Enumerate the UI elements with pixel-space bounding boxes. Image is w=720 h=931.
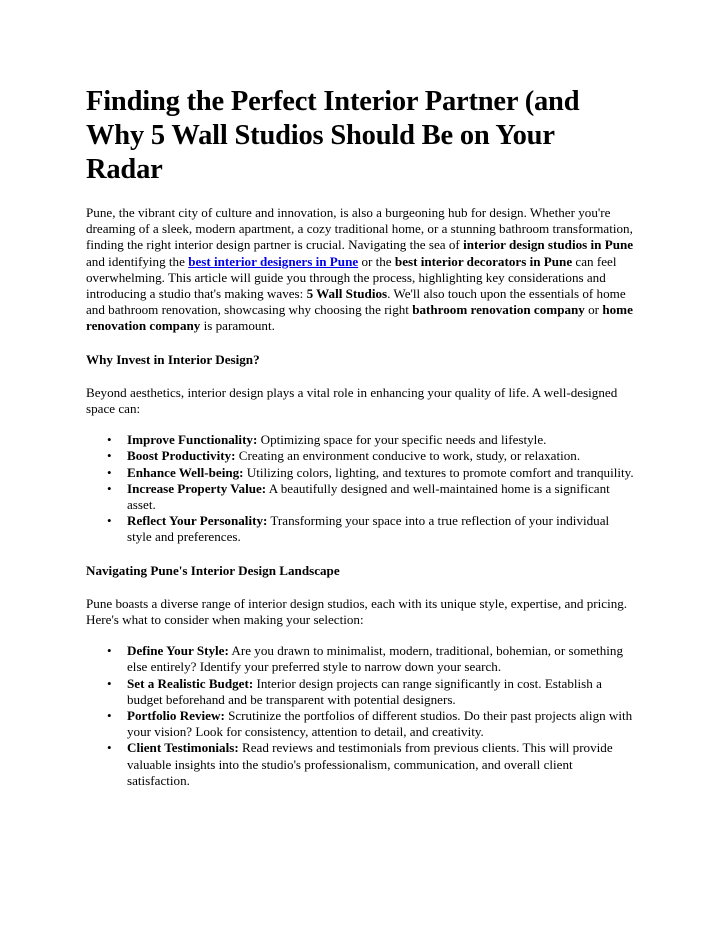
list-item <box>107 513 634 545</box>
list-item <box>107 643 634 675</box>
list-item-text: Read reviews and testimonials from previous clients. This will provide valuable insights into the studio's professionalism, communication, and overall client satisfaction. <box>127 740 613 788</box>
list-item-text: Are you drawn to minimalist, modern, traditional, bohemian, or something else entirely? Identify your preferred style to narrow down your search. <box>127 643 624 675</box>
intro-text-4: can feel overwhelming. This article will guide you through the process, highlighting key considerations and introducing a studio that's making waves: <box>86 253 617 302</box>
intro-text-3: or the <box>358 253 395 269</box>
intro-text-2: and identifying the <box>86 253 189 269</box>
list-item-label: Portfolio Review: <box>127 708 225 724</box>
bullet-icon: • <box>107 432 112 448</box>
section-heading-why-invest: Why Invest in Interior Design? <box>86 351 260 367</box>
intro-bold-studios: interior design studios in Pune <box>463 237 634 253</box>
section-paragraph-why-invest: Beyond aesthetics, interior design plays a vital role in enhancing your quality of life. A well-designed space can: <box>86 384 618 417</box>
list-item <box>107 740 634 789</box>
best-designers-link[interactable]: best interior designers in Pune <box>188 253 359 269</box>
intro-text-6: or <box>584 302 603 318</box>
list-item <box>107 708 634 740</box>
list-item-label: Enhance Well-being: <box>127 464 244 480</box>
list-item-label: Set a Realistic Budget: <box>127 675 254 691</box>
intro-bold-home: home renovation company <box>86 302 633 334</box>
section-paragraph-navigating: Pune boasts a diverse range of interior design studios, each with its unique style, expertise, and pricing. Here's what to consider when making your selection: <box>86 595 628 628</box>
intro-bold-decorators: best interior decorators in Pune <box>394 253 573 269</box>
intro-text-5: . We'll also touch upon the essentials of home and bathroom renovation, showcasing why choosing the right <box>86 286 626 318</box>
list-item <box>107 432 634 448</box>
list-item-label: Define Your Style: <box>127 643 229 659</box>
list-item-label: Reflect Your Personality: <box>127 513 268 529</box>
document-page <box>86 85 634 789</box>
list-item-text: A beautifully designed and well-maintained home is a significant asset. <box>127 480 610 513</box>
benefits-list <box>86 432 634 545</box>
considerations-list <box>86 643 634 789</box>
list-item-text: Scrutinize the portfolios of different studios. Do their past projects align with your vision? Look for consistency, attention to detail, and creativity. <box>127 708 633 740</box>
bullet-icon: • <box>107 708 112 724</box>
bullet-icon: • <box>107 643 112 659</box>
list-item-label: Boost Productivity: <box>127 448 236 464</box>
list-item-label: Improve Functionality: <box>127 432 258 448</box>
bullet-icon: • <box>107 740 112 756</box>
intro-paragraph <box>86 205 634 335</box>
bullet-icon: • <box>107 480 112 496</box>
list-item-text: Interior design projects can range significantly in cost. Establish a budget beforehand and be transparent with potential designers. <box>127 675 602 707</box>
list-item <box>107 464 634 481</box>
list-item-text: Utilizing colors, lighting, and textures to promote comfort and tranquility. <box>243 464 634 480</box>
bullet-icon: • <box>107 464 112 480</box>
intro-bold-bathroom: bathroom renovation company <box>412 302 585 318</box>
list-item-label: Client Testimonials: <box>127 740 239 756</box>
article-title: Finding the Perfect Interior Partner (and Why 5 Wall Studios Should Be on Your Radar <box>86 86 580 185</box>
intro-bold-5wall: 5 Wall Studios <box>306 286 388 302</box>
list-item-text: Transforming your space into a true reflection of your individual style and preferences. <box>127 513 610 545</box>
bullet-icon: • <box>107 513 112 529</box>
bullet-icon: • <box>107 448 112 464</box>
section-heading-navigating: Navigating Pune's Interior Design Landscape <box>86 562 340 578</box>
list-item-text: Creating an environment conducive to work, study, or relaxation. <box>235 448 581 464</box>
bullet-icon: • <box>107 675 112 691</box>
intro-text-1: Pune, the vibrant city of culture and innovation, is also a burgeoning hub for design. Whether you're dreaming of a sleek, modern apartment, a cozy traditional home, or a stunning bathroom transformation, finding the right interior design partner is crucial. Navigating the sea of <box>86 205 633 253</box>
list-item <box>107 480 634 513</box>
list-item <box>107 675 634 708</box>
list-item-text: Optimizing space for your specific needs and lifestyle. <box>257 432 547 448</box>
intro-text-7: is paramount. <box>200 318 275 334</box>
list-item <box>107 448 634 464</box>
list-item-label: Increase Property Value: <box>127 480 267 496</box>
